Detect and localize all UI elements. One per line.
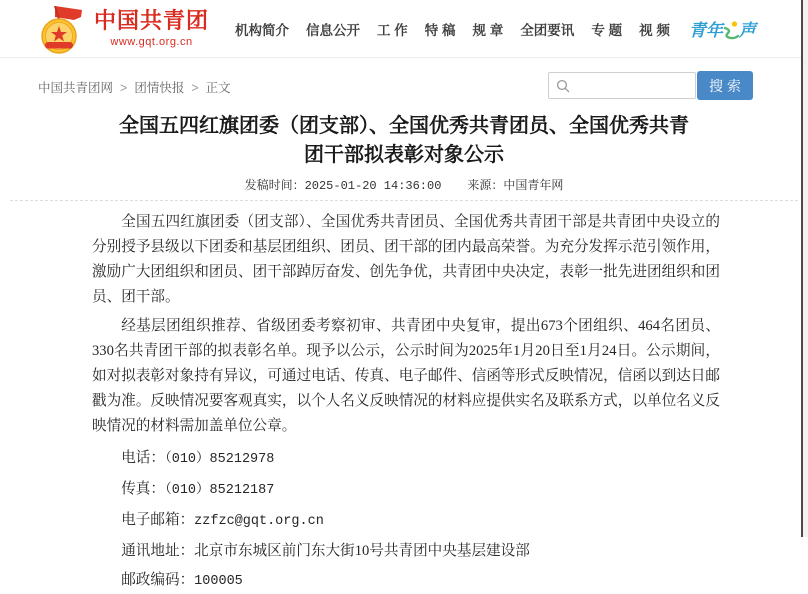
cyl-emblem-icon (38, 5, 84, 55)
site-header (0, 0, 808, 58)
search-box (548, 72, 696, 99)
contact-info (92, 446, 720, 594)
contact-postcode-label: 邮政编码： (121, 572, 195, 588)
breadcrumb-separator: > (191, 81, 199, 95)
site-name: 中国共青团 (94, 7, 210, 33)
search-icon (556, 79, 570, 93)
article-paragraph: 经基层团组织推荐、省级团委考察初审、共青团中央复审，提出673个团组织、464名团员、330名共青团干部的拟表彰名单。现予以公示，公示时间为2025年1月20日至1月24日。公示期间，如对拟表彰对象持有异议，可通过电话、传真、电子邮件、信函等形式反映情况，信函以到达日邮戳为准。反映情况要客观真实，以个人名义反映情况的材料应提供实名及联系方式，以单位名义反映情况的材料需加盖单位公章。 (92, 318, 720, 434)
article-paragraph: 全国五四红旗团委（团支部）、全国优秀共青团员、全国优秀共青团干部是共青团中央设立的分别授予县级以下团委和基层团组织、团员、团干部的团内最高荣誉。为充分发挥示范引领作用，激励广大团组织和团员、团干部踔厉奋发、创先争优，共青团中央决定，表彰一批先进团组织和团员、团干部。 (92, 214, 720, 305)
contact-address (92, 539, 720, 563)
site-url: www.gqt.org.cn (110, 36, 193, 49)
contact-email-value: zzfzc@gqt.org.cn (194, 514, 324, 529)
window-right-edge (801, 0, 803, 537)
source-label: 来源： (467, 178, 504, 192)
article-meta (0, 176, 808, 193)
contact-address-value: 北京市东城区前门东大街10号共青团中央基层建设部 (194, 543, 530, 559)
contact-fax-value: （010）85212187 (164, 483, 275, 498)
contact-address-label: 通讯地址： (121, 543, 195, 559)
nav-item-gongzuo[interactable]: 工 作 (377, 22, 408, 38)
nav-item-shipin[interactable]: 视 频 (639, 22, 670, 38)
breadcrumb-home[interactable]: 中国共青团网 (38, 81, 114, 95)
nav-item-zhuanti[interactable]: 专 题 (591, 22, 623, 38)
source-value: 中国青年网 (503, 178, 564, 192)
contact-postcode-value: 100005 (194, 574, 243, 589)
article-title: 全国五四红旗团委（团支部）、全国优秀共青团员、全国优秀共青团干部拟表彰对象公示 (119, 115, 689, 166)
search-button[interactable]: 搜索 (697, 71, 753, 100)
nav-item-quantuanyaoxun[interactable]: 全团要讯 (520, 22, 575, 38)
site-logo[interactable] (38, 3, 209, 55)
window-edge-padding (803, 0, 808, 537)
contact-email-label: 电子邮箱： (121, 512, 195, 528)
breadcrumb-separator: > (120, 81, 128, 95)
breadcrumb-section[interactable]: 团情快报 (134, 81, 185, 95)
contact-postcode (92, 568, 720, 594)
contact-fax (92, 477, 720, 503)
youth-voice-text-right: 声 (738, 21, 756, 40)
main-nav (235, 16, 756, 41)
article-body (0, 201, 808, 594)
contact-fax-label: 传真： (121, 481, 165, 497)
contact-email (92, 508, 720, 534)
nav-item-tegao[interactable]: 特 稿 (424, 22, 456, 38)
publish-time-value: 2025-01-20 14:36:00 (304, 179, 442, 193)
youth-voice-logo[interactable] (689, 16, 756, 41)
youth-voice-swoosh-icon (722, 21, 740, 41)
search-input[interactable] (575, 75, 685, 97)
youth-voice-text-left: 青年 (688, 21, 723, 40)
contact-phone-label: 电话： (121, 450, 165, 466)
nav-item-xinxigongkai[interactable]: 信息公开 (306, 22, 361, 38)
nav-item-guizhang[interactable]: 规 章 (472, 22, 504, 38)
nav-item-jigoujianjie[interactable]: 机构简介 (235, 22, 290, 38)
breadcrumb-current: 正文 (205, 81, 231, 95)
contact-phone (92, 446, 720, 472)
contact-phone-value: （010）85212978 (164, 452, 275, 467)
publish-time-label: 发稿时间： (244, 178, 305, 192)
breadcrumb-search-row (0, 58, 808, 104)
breadcrumb (38, 78, 231, 96)
